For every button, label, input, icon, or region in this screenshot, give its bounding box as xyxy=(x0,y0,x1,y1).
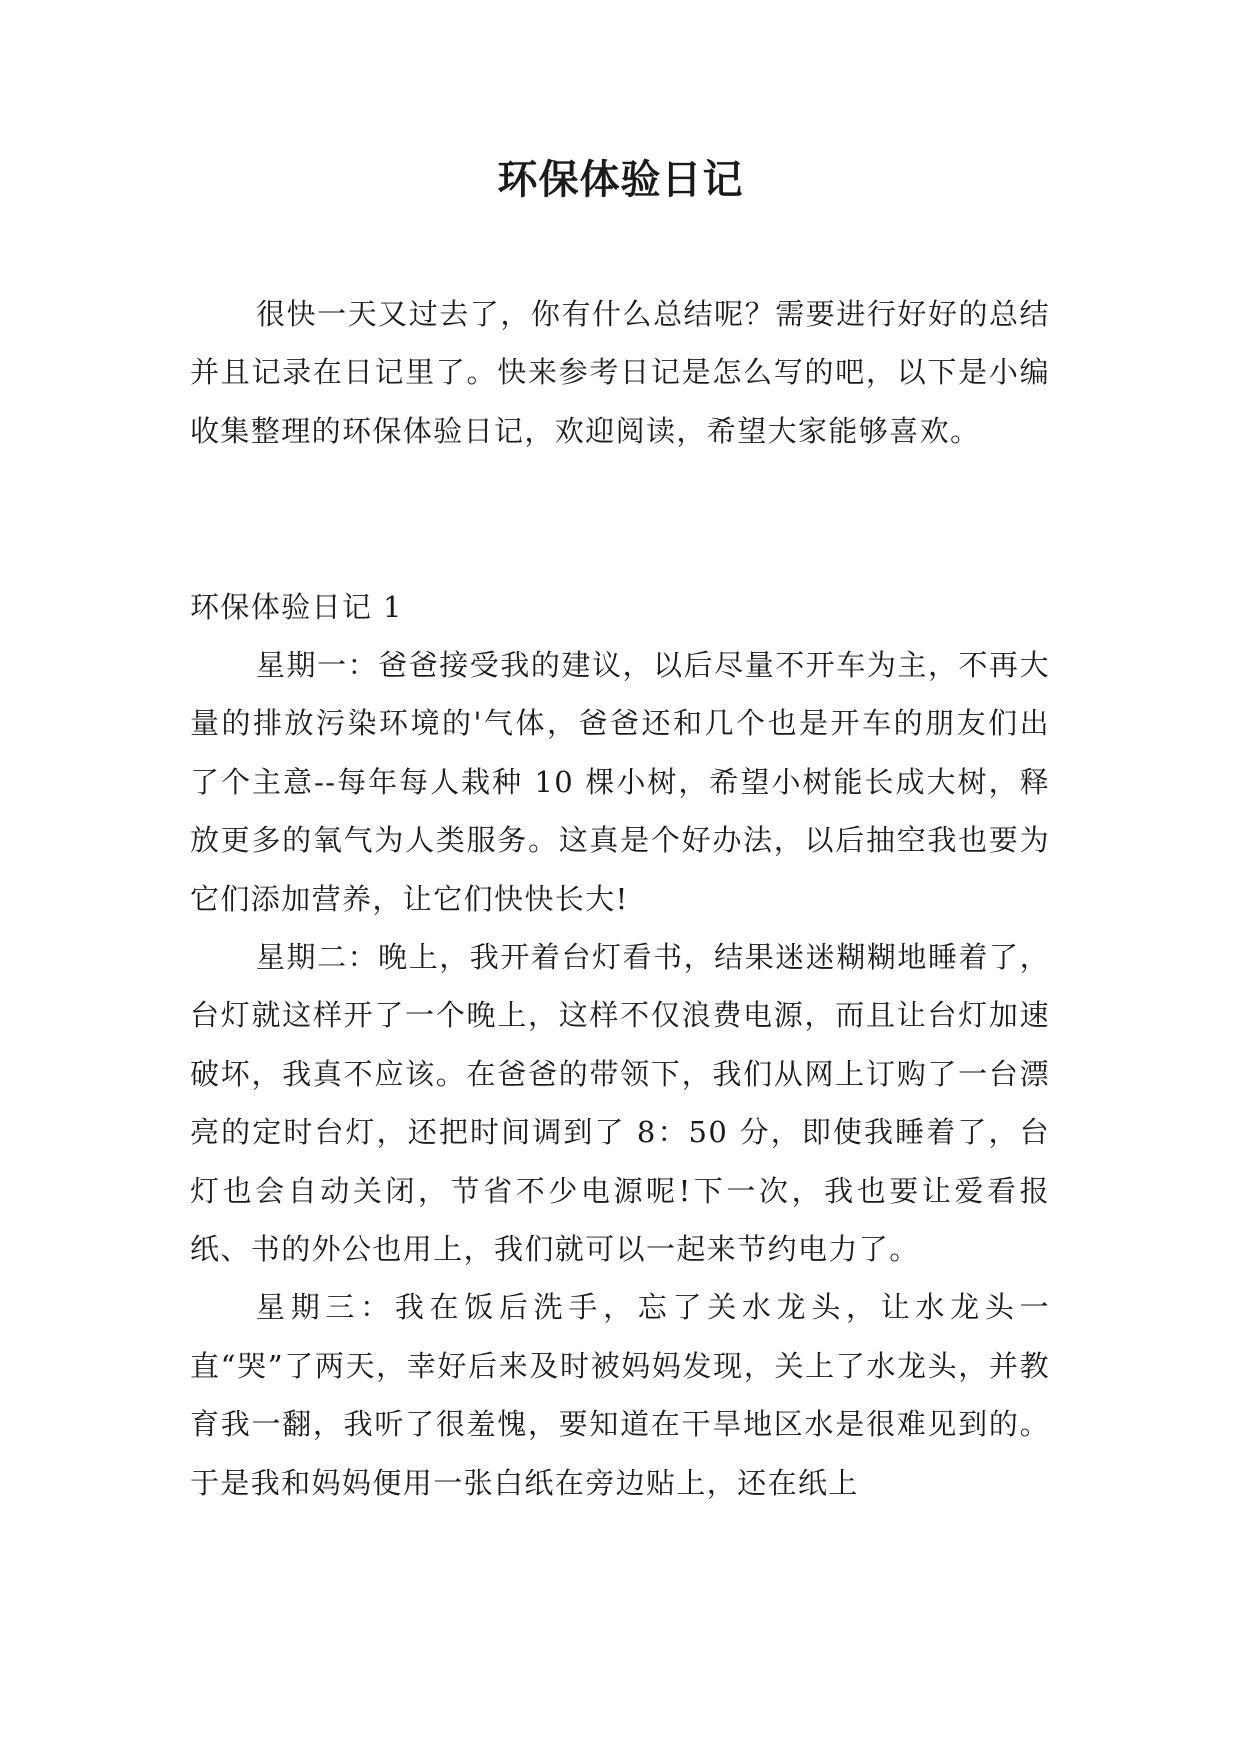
diary-entry-tuesday: 星期二：晚上，我开着台灯看书，结果迷迷糊糊地睡着了，台灯就这样开了一个晚上，这样不仅浪费电源，而且让台灯加速破坏，我真不应该。在爸爸的带领下，我们从网上订购了一台漂亮的定时台灯，还把时间调到了 8：50 分，即使我睡着了，台灯也会自动关闭，节省不少电源呢!下一次，我也要让爱看报纸、书的外公也用上，我们就可以一起来节约电力了。 xyxy=(190,940,1050,1267)
diary-entry-wednesday: 星期三：我在饭后洗手，忘了关水龙头，让水龙头一直“哭”了两天，幸好后来及时被妈妈发现，关上了水龙头，并教育我一翻，我听了很羞愧，要知道在干旱地区水是很难见到的。于是我和妈妈便用一张白纸在旁边贴上，还在纸上 xyxy=(190,1290,1050,1500)
intro-paragraph: 很快一天又过去了，你有什么总结呢？需要进行好好的总结并且记录在日记里了。快来参考日记是怎么写的吧，以下是小编收集整理的环保体验日记，欢迎阅读，希望大家能够喜欢。 xyxy=(190,297,1050,448)
document-title: 环保体验日记 xyxy=(497,157,744,203)
diary-entry-monday: 星期一：爸爸接受我的建议，以后尽量不开车为主，不再大量的排放污染环境的'气体，爸爸还和几个也是开车的朋友们出了个主意--每年每人栽种 10 棵小树，希望小树能长成大树，释放更多的氧气为人类服务。这真是个好办法，以后抽空我也要为它们添加营养，让它们快快长大! xyxy=(190,648,1050,916)
section-heading: 环保体验日记 1 xyxy=(190,590,403,624)
diary-entries xyxy=(190,636,1050,1512)
